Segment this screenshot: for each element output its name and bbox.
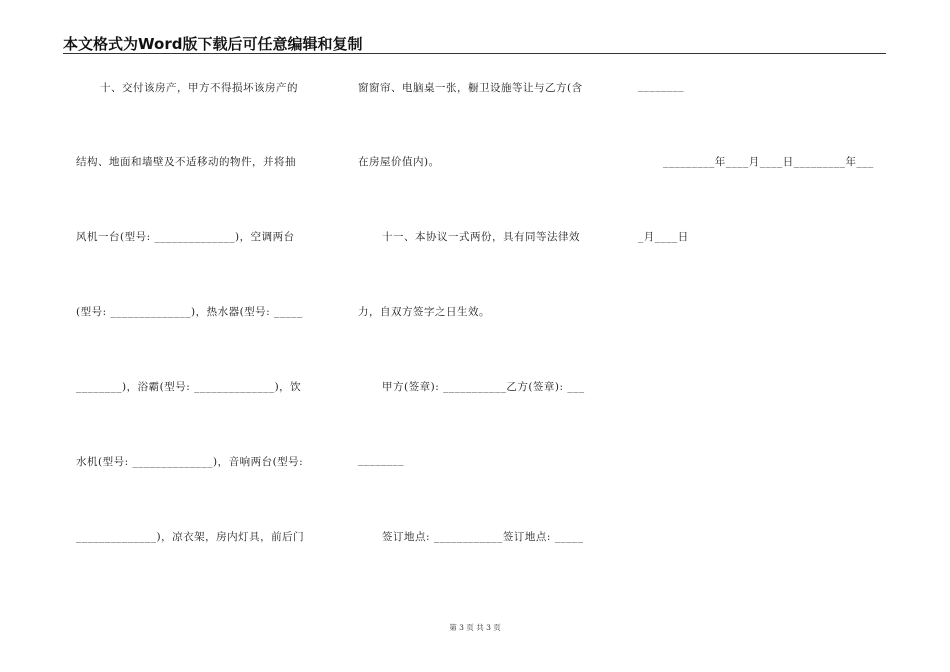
middle-line-2: 在房屋价值内)。 <box>358 156 440 168</box>
middle-line-5: 甲方(签章): ___________乙方(签章): ___ <box>382 381 585 393</box>
left-line-6: 水机(型号: ______________)，音响两台(型号: <box>76 456 304 468</box>
left-line-3: 风机一台(型号: ______________)，空调两台 <box>76 231 295 243</box>
left-line-1: 十、交付该房产，甲方不得损坏该房产的 <box>100 82 298 94</box>
middle-line-4: 力，自双方签字之日生效。 <box>358 306 490 318</box>
middle-line-6: ________ <box>358 454 404 466</box>
right-line-2: _________年____月____日_________年___ <box>663 156 874 168</box>
left-line-5: ________)，浴霸(型号: ______________)，饮 <box>76 381 302 393</box>
page-number-footer: 第 3 页 共 3 页 <box>449 623 501 632</box>
left-line-7: ______________)，凉衣架，房内灯具，前后门 <box>76 531 305 543</box>
right-line-1: ________ <box>638 80 684 92</box>
left-line-2: 结构、地面和墙壁及不适移动的物件，并将抽 <box>76 156 296 168</box>
header-divider <box>63 53 886 54</box>
middle-line-1: 窗窗帘、电脑桌一张，橱卫设施等让与乙方(含 <box>358 82 583 94</box>
left-line-4: (型号: ______________)，热水器(型号: _____ <box>76 306 303 318</box>
middle-line-3: 十一、本协议一式两份，具有同等法律效 <box>382 231 580 243</box>
right-line-3: _月____日 <box>638 231 689 243</box>
document-header-title: 本文格式为Word版下载后可任意编辑和复制 <box>63 35 363 53</box>
middle-line-7: 签订地点: ____________签订地点: _____ <box>382 531 584 543</box>
